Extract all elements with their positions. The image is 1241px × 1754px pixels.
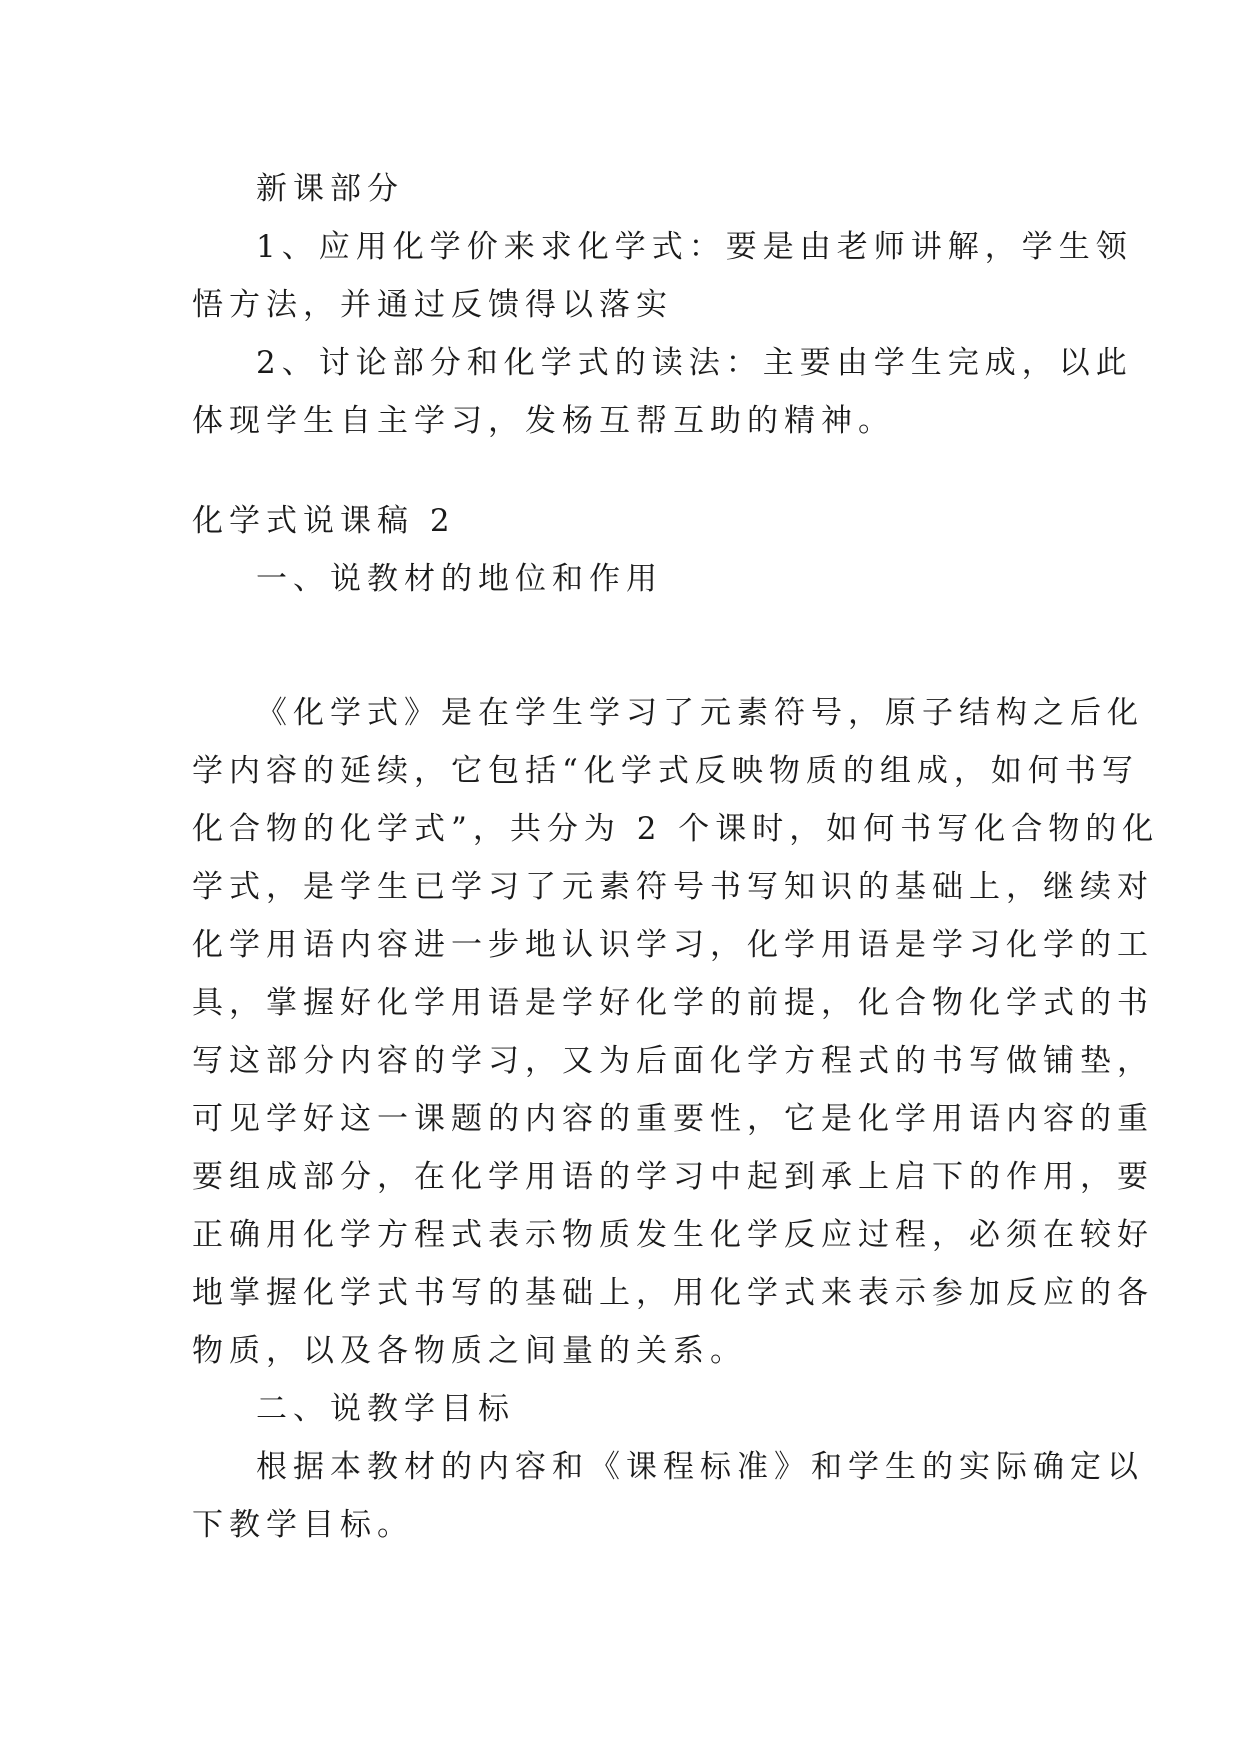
paragraph-line: 要组成部分，在化学用语的学习中起到承上启下的作用，要: [192, 1159, 1154, 1195]
spacer: [192, 450, 1062, 492]
spacer: [192, 608, 1062, 684]
paragraph-line: 具，掌握好化学用语是学好化学的前提，化合物化学式的书: [192, 985, 1154, 1021]
paragraph-line: 可见学好这一课题的内容的重要性，它是化学用语内容的重: [192, 1101, 1154, 1137]
paragraph-line: 学式，是学生已学习了元素符号书写知识的基础上，继续对: [192, 869, 1154, 905]
paragraph-line: 写这部分内容的学习，又为后面化学方程式的书写做铺垫，: [192, 1043, 1154, 1079]
paragraph-line: 学内容的延续，它包括“化学式反映物质的组成，如何书写: [192, 753, 1139, 789]
list-item-1: [192, 218, 1133, 334]
paragraph-part2: [192, 1438, 1144, 1554]
paragraph-line: 2、讨论部分和化学式的读法：主要由学生完成，以此: [256, 345, 1133, 381]
section-heading-new-lesson: 新课部分: [256, 171, 404, 207]
paragraph-part1: [192, 684, 1160, 1380]
section-heading-part2: 二、说教学目标: [256, 1391, 515, 1427]
document-title: 化学式说课稿 2: [192, 503, 456, 539]
paragraph-line: 1、应用化学价来求化学式：要是由老师讲解，学生领: [256, 229, 1133, 265]
paragraph-line: 下教学目标。: [192, 1507, 414, 1543]
paragraph-line: 地掌握化学式书写的基础上，用化学式来表示参加反应的各: [192, 1275, 1154, 1311]
paragraph-line: 化合物的化学式”，共分为 2 个课时，如何书写化合物的化: [192, 811, 1160, 847]
paragraph-line: 物质，以及各物质之间量的关系。: [192, 1333, 747, 1369]
paragraph-line: 悟方法，并通过反馈得以落实: [192, 287, 673, 323]
paragraph-line: 《化学式》是在学生学习了元素符号，原子结构之后化: [256, 695, 1144, 731]
paragraph-line: 体现学生自主学习，发杨互帮互助的精神。: [192, 403, 895, 439]
document-page: [192, 160, 1160, 1554]
paragraph-line: 正确用化学方程式表示物质发生化学反应过程，必须在较好: [192, 1217, 1154, 1253]
list-item-2: [192, 334, 1133, 450]
paragraph-line: 化学用语内容进一步地认识学习，化学用语是学习化学的工: [192, 927, 1154, 963]
paragraph-line: 根据本教材的内容和《课程标准》和学生的实际确定以: [256, 1449, 1144, 1485]
section-heading-part1: 一、说教材的地位和作用: [256, 561, 663, 597]
